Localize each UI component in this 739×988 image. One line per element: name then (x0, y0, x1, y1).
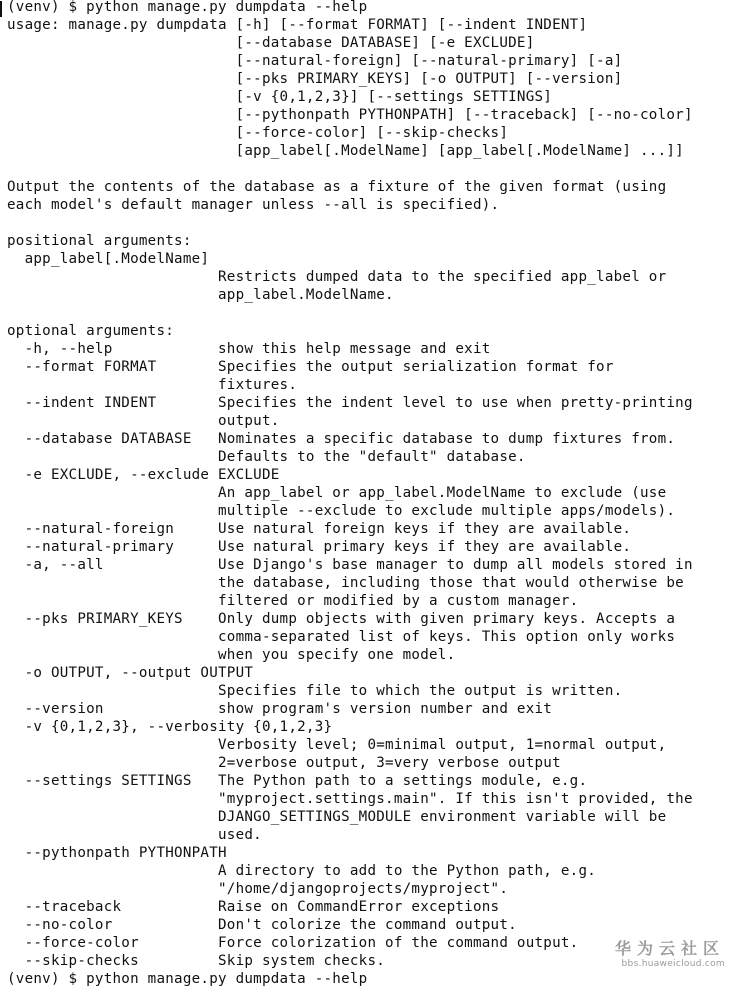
terminal-line: [app_label[.ModelName] [app_label[.ModelName] ...]] (7, 143, 684, 159)
command-prompt-line: (venv) $ python manage.py dumpdata --help (7, 0, 368, 15)
terminal-line: -o OUTPUT, --output OUTPUT (7, 665, 254, 681)
terminal-line: --natural-primary Use natural primary keys if they are available. (7, 539, 632, 555)
terminal-line: DJANGO_SETTINGS_MODULE environment variable will be (7, 809, 667, 825)
watermark-title: 华为云社区 (614, 939, 725, 958)
terminal-line: Verbosity level; 0=minimal output, 1=normal output, (7, 737, 667, 753)
terminal-line: Defaults to the "default" database. (7, 449, 526, 465)
terminal-line: -e EXCLUDE, --exclude EXCLUDE (7, 467, 280, 483)
terminal-line: [--database DATABASE] [-e EXCLUDE] (7, 35, 535, 51)
terminal-line: Restricts dumped data to the specified app_label or (7, 269, 667, 285)
terminal-line: multiple --exclude to exclude multiple apps/models). (7, 503, 676, 519)
terminal-line: [--natural-foreign] [--natural-primary] [-a] (7, 53, 623, 69)
terminal-line: -h, --help show this help message and exit (7, 341, 491, 357)
terminal-line: positional arguments: (7, 233, 192, 249)
terminal-line: app_label.ModelName. (7, 287, 394, 303)
terminal-output[interactable] (7, 0, 693, 988)
terminal-line: --no-color Don't colorize the command output. (7, 917, 517, 933)
terminal-line: filtered or modified by a custom manager. (7, 593, 579, 609)
terminal-line: An app_label or app_label.ModelName to exclude (use (7, 485, 667, 501)
terminal-line: [-v {0,1,2,3}] [--settings SETTINGS] (7, 89, 553, 105)
terminal-line: Output the contents of the database as a fixture of the given format (using (7, 179, 667, 195)
terminal-line: [--pythonpath PYTHONPATH] [--traceback] [--no-color] (7, 107, 693, 123)
terminal-line: A directory to add to the Python path, e.g. (7, 863, 597, 879)
terminal-line: --natural-foreign Use natural foreign keys if they are available. (7, 521, 632, 537)
terminal-line: --force-color Force colorization of the command output. (7, 935, 579, 951)
terminal-line: the database, including those that would otherwise be (7, 575, 684, 591)
terminal-line: --traceback Raise on CommandError exceptions (7, 899, 500, 915)
watermark-url: bbs.huaweicloud.com (621, 959, 725, 969)
terminal-line: optional arguments: (7, 323, 175, 339)
terminal-line: --database DATABASE Nominates a specific database to dump fixtures from. (7, 431, 676, 447)
terminal-line: [--force-color] [--skip-checks] (7, 125, 509, 141)
terminal-line: comma-separated list of keys. This option only works (7, 629, 676, 645)
command-prompt-line: (venv) $ python manage.py dumpdata --help (7, 971, 368, 987)
terminal-line: --settings SETTINGS The Python path to a settings module, e.g. (7, 773, 588, 789)
terminal-line: app_label[.ModelName] (7, 251, 210, 267)
terminal-line: Specifies file to which the output is written. (7, 683, 623, 699)
terminal-line: when you specify one model. (7, 647, 456, 663)
terminal-line: fixtures. (7, 377, 298, 393)
terminal-line: --version show program's version number and exit (7, 701, 553, 717)
terminal-line: --pks PRIMARY_KEYS Only dump objects with given primary keys. Accepts a (7, 611, 676, 627)
terminal-line: --format FORMAT Specifies the output serialization format for (7, 359, 614, 375)
terminal-line: "myproject.settings.main". If this isn't provided, the (7, 791, 693, 807)
terminal-line: usage: manage.py dumpdata [-h] [--format FORMAT] [--indent INDENT] (7, 17, 588, 33)
terminal-line: output. (7, 413, 280, 429)
terminal-line: -v {0,1,2,3}, --verbosity {0,1,2,3} (7, 719, 333, 735)
terminal-line: used. (7, 827, 262, 843)
terminal-line: [--pks PRIMARY_KEYS] [-o OUTPUT] [--version] (7, 71, 623, 87)
terminal-line: --indent INDENT Specifies the indent level to use when pretty-printing (7, 395, 693, 411)
terminal-line: --pythonpath PYTHONPATH (7, 845, 227, 861)
text-cursor (0, 1, 2, 17)
terminal-line: each model's default manager unless --all is specified). (7, 197, 500, 213)
terminal-line: 2=verbose output, 3=very verbose output (7, 755, 561, 771)
watermark (613, 939, 727, 970)
terminal-line: -a, --all Use Django's base manager to dump all models stored in (7, 557, 693, 573)
terminal-line: --skip-checks Skip system checks. (7, 953, 386, 969)
terminal-line: "/home/djangoprojects/myproject". (7, 881, 509, 897)
